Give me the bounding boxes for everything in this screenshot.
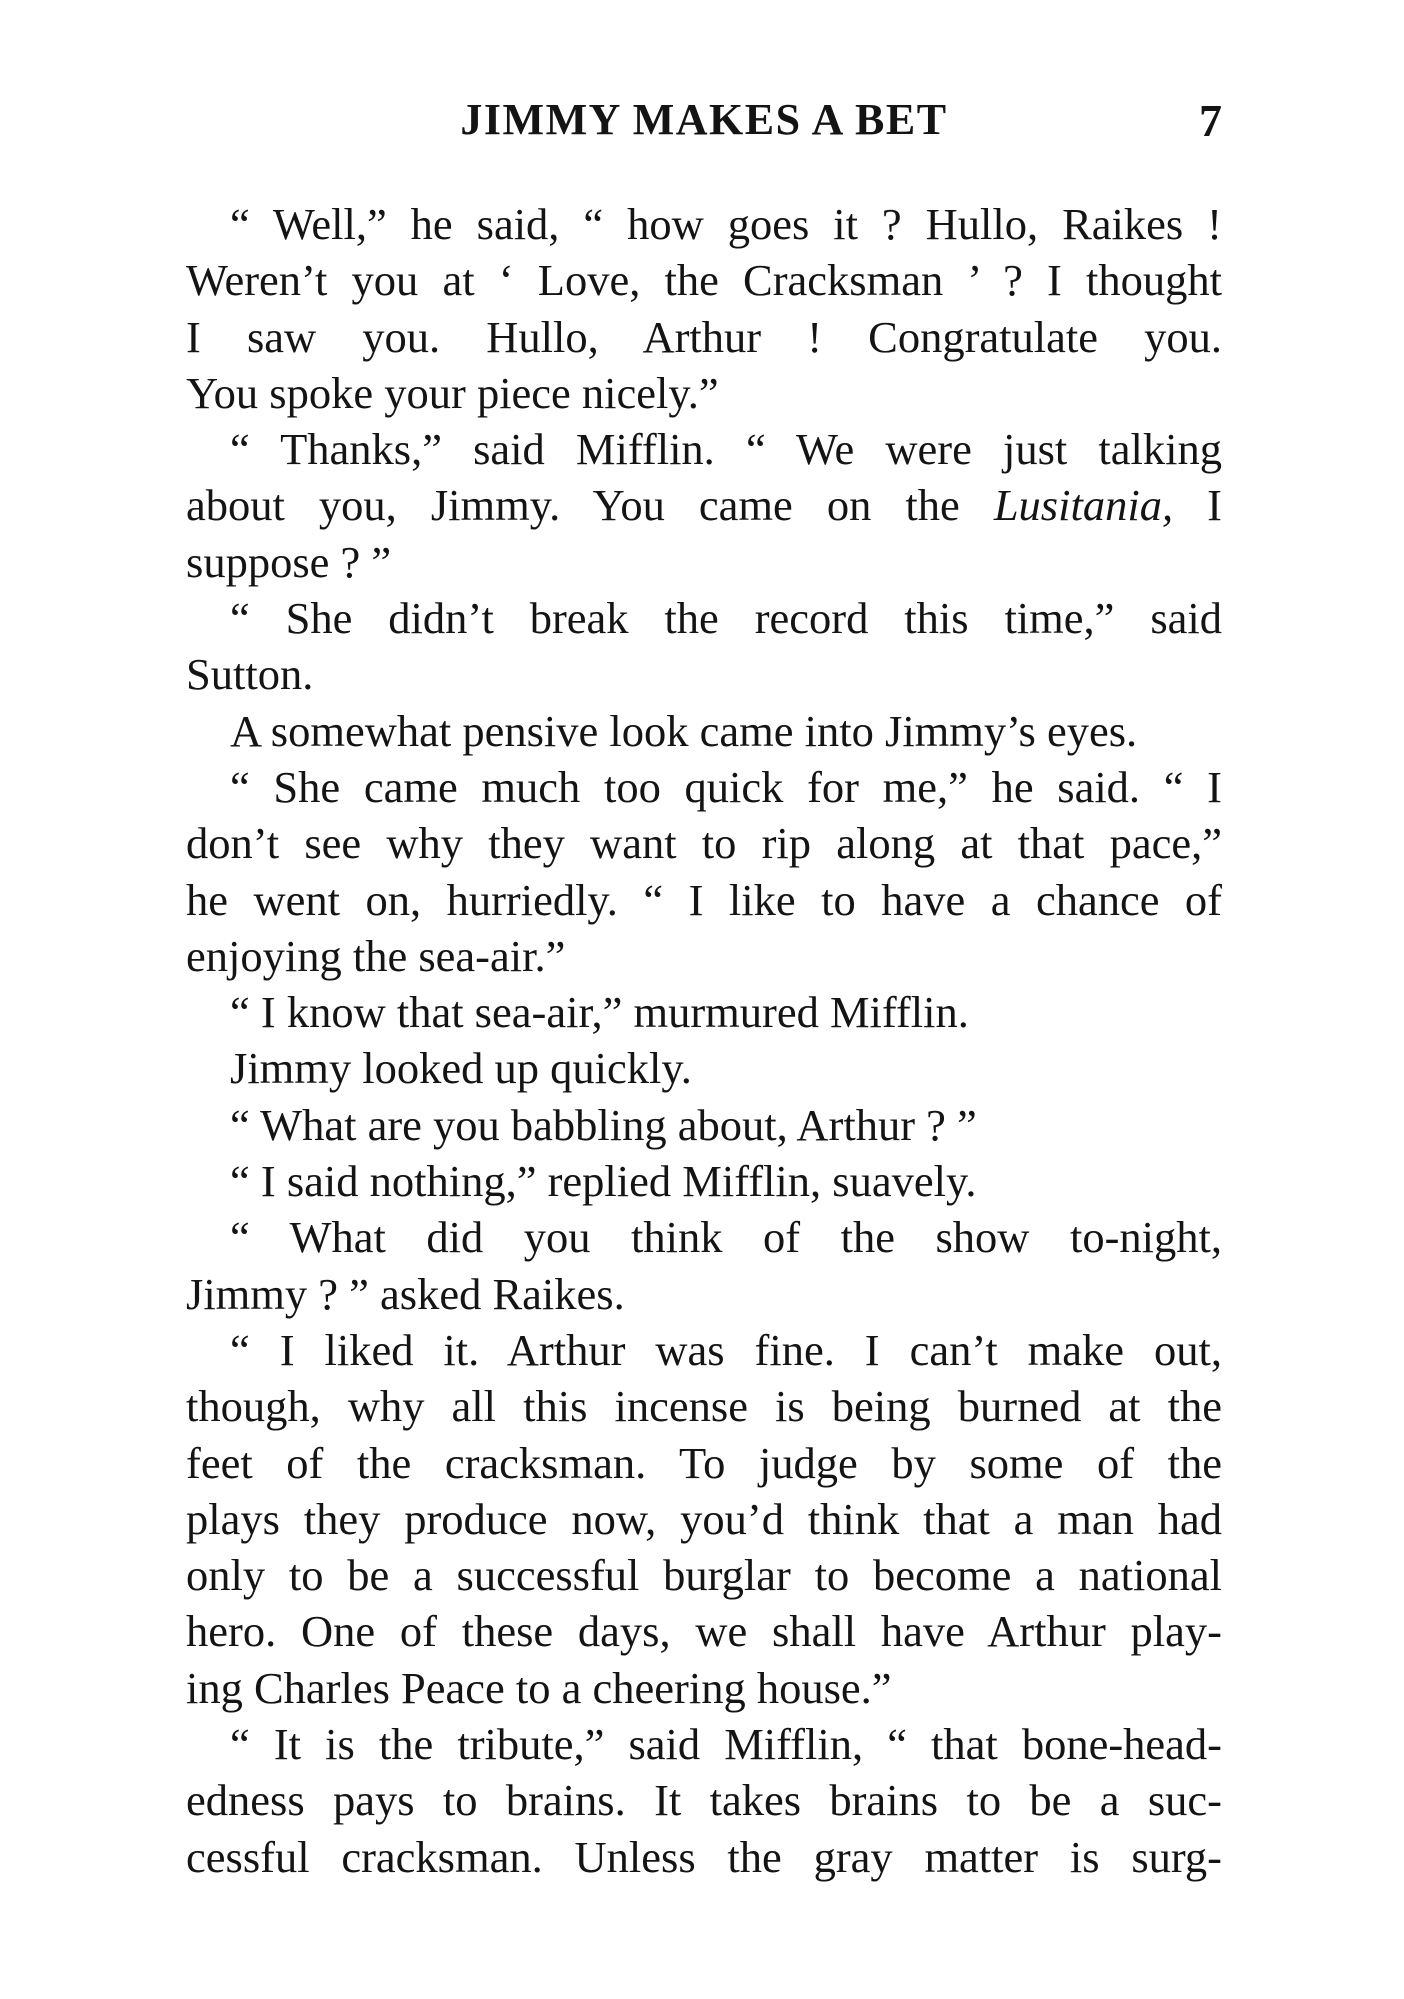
text-line: “ She didn’t break the record this time,” said [230,593,1222,644]
text-line: “ She came much too quick for me,” he said. “ I [230,761,1222,812]
text-fragment: I [1173,480,1222,531]
text-line: cessful cracksman. Unless the gray matter is surg- [186,1831,1222,1882]
page-number: 7 [1199,95,1222,146]
text-line: “ I know that sea-air,” murmured Mifflin. [230,987,969,1038]
text-line: only to be a successful burglar to become a national [186,1550,1222,1601]
text-line: Weren’t you at ‘ Love, the Cracksman ’ ? I thought [186,255,1222,306]
text-line: “ Thanks,” said Mifflin. “ We were just talking [230,424,1222,475]
text-line: hero. One of these days, we shall have Arthur play- [186,1606,1222,1657]
text-line: plays they produce now, you’d think that a man had [186,1493,1222,1544]
chapter-title: JIMMY MAKES A BET [460,95,948,144]
text-line: though, why all this incense is being burned at the [186,1381,1222,1432]
text-line: I saw you. Hullo, Arthur ! Congratulate you. [186,311,1222,362]
text-line: feet of the cracksman. To judge by some of the [186,1437,1222,1488]
text-line: “ I liked it. Arthur was fine. I can’t make out, [230,1324,1222,1375]
text-line: Sutton. [186,649,314,700]
text-line: ing Charles Peace to a cheering house.” [186,1662,892,1713]
text-line: he went on, hurriedly. “ I like to have a chance of [186,874,1222,925]
text-line: suppose ? ” [186,536,392,587]
text-line: You spoke your piece nicely.” [186,367,719,418]
text-line: “ It is the tribute,” said Mifflin, “ that bone-head- [230,1719,1222,1770]
text-line: edness pays to brains. It takes brains to be a suc- [186,1775,1222,1826]
text-line: “ Well,” he said, “ how goes it ? Hullo, Raikes ! [230,199,1222,249]
text-fragment: about you, Jimmy. You came on the [186,480,994,531]
text-line: Jimmy looked up quickly. [230,1043,692,1094]
text-line [186,477,1222,533]
text-line: Jimmy ? ” asked Raikes. [186,1268,625,1319]
text-line: don’t see why they want to rip along at that pace,” [186,818,1222,869]
text-line: “ What are you babbling about, Arthur ? ” [230,1099,977,1150]
italic-ship-name: Lusitania, [993,480,1174,531]
text-line: “ I said nothing,” replied Mifflin, suavely. [230,1156,977,1207]
body-text [186,196,1222,1885]
text-line: “ What did you think of the show to-night, [230,1212,1222,1263]
text-line: enjoying the sea-air.” [186,930,566,981]
running-head [186,94,1222,154]
text-line: A somewhat pensive look came into Jimmy’s eyes. [230,705,1138,756]
